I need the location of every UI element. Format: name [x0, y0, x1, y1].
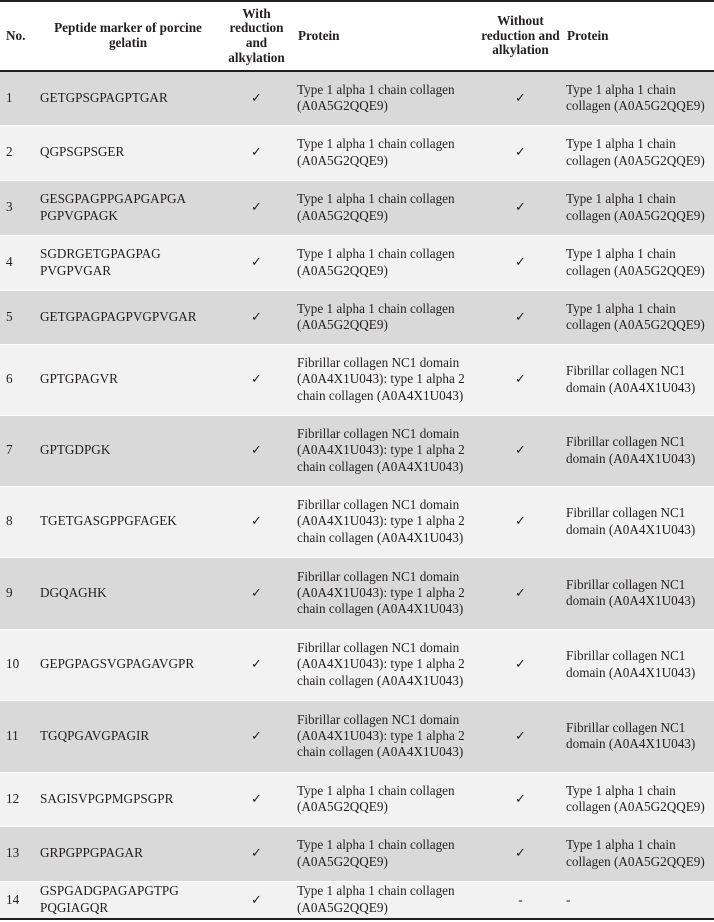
table-row — [0, 700, 714, 772]
protein-with-cell: Fibrillar collagen NC1 domain (A0A4X1U043): type 1 alpha 2 chain collagen (A0A4X1U043) — [294, 557, 478, 629]
with-reduction-check-cell: ✓ — [219, 486, 294, 557]
with-reduction-check-cell: ✓ — [219, 700, 294, 772]
with-reduction-check-cell: ✓ — [219, 826, 294, 881]
without-reduction-check-cell: ✓ — [478, 557, 563, 629]
header-no: No. — [0, 1, 37, 71]
protein-with-cell: Type 1 alpha 1 chain collagen (A0A5G2QQE9) — [294, 235, 478, 290]
row-number-cell: 8 — [0, 486, 37, 557]
peptide-cell: GETGPSGPAGPTGAR — [37, 71, 219, 125]
row-number-cell: 7 — [0, 415, 37, 486]
row-number-cell: 13 — [0, 826, 37, 881]
row-number-cell: 9 — [0, 557, 37, 629]
protein-with-cell: Type 1 alpha 1 chain collagen (A0A5G2QQE9) — [294, 71, 478, 125]
without-reduction-check-cell: ✓ — [478, 290, 563, 344]
header-with-reduction: With reduction and alkylation — [219, 1, 294, 71]
protein-without-cell: Fibrillar collagen NC1 domain (A0A4X1U043) — [563, 415, 714, 486]
row-number-cell: 5 — [0, 290, 37, 344]
table-row — [0, 180, 714, 235]
row-number-cell: 4 — [0, 235, 37, 290]
peptide-cell: GETGPAGPAGPVGPVGAR — [37, 290, 219, 344]
protein-with-cell: Type 1 alpha 1 chain collagen (A0A5G2QQE9) — [294, 290, 478, 344]
protein-with-cell: Fibrillar collagen NC1 domain (A0A4X1U043): type 1 alpha 2 chain collagen (A0A4X1U043) — [294, 486, 478, 557]
with-reduction-check-cell: ✓ — [219, 180, 294, 235]
protein-without-cell: Type 1 alpha 1 chain collagen (A0A5G2QQE9) — [563, 71, 714, 125]
header-peptide-marker: Peptide marker of porcine gelatin — [37, 1, 219, 71]
without-reduction-check-cell: ✓ — [478, 772, 563, 826]
with-reduction-check-cell: ✓ — [219, 125, 294, 180]
row-number-cell: 6 — [0, 344, 37, 415]
without-reduction-check-cell: ✓ — [478, 700, 563, 772]
peptide-cell: TGQPGAVGPAGIR — [37, 700, 219, 772]
row-number-cell: 10 — [0, 629, 37, 700]
protein-without-cell: Fibrillar collagen NC1 domain (A0A4X1U043) — [563, 700, 714, 772]
protein-without-cell: Fibrillar collagen NC1 domain (A0A4X1U043) — [563, 557, 714, 629]
protein-with-cell: Fibrillar collagen NC1 domain (A0A4X1U043): type 1 alpha 2 chain collagen (A0A4X1U043) — [294, 629, 478, 700]
protein-without-cell: Type 1 alpha 1 chain collagen (A0A5G2QQE9) — [563, 826, 714, 881]
peptide-cell: DGQAGHK — [37, 557, 219, 629]
peptide-cell: GESGPAGPPGAPGAPGA PGPVGPAGK — [37, 180, 219, 235]
with-reduction-check-cell: ✓ — [219, 344, 294, 415]
without-reduction-check-cell: - — [478, 881, 563, 919]
table-row — [0, 290, 714, 344]
protein-with-cell: Type 1 alpha 1 chain collagen (A0A5G2QQE9) — [294, 180, 478, 235]
table-row — [0, 235, 714, 290]
table-row — [0, 772, 714, 826]
table-row — [0, 557, 714, 629]
row-number-cell: 3 — [0, 180, 37, 235]
protein-with-cell: Fibrillar collagen NC1 domain (A0A4X1U043): type 1 alpha 2 chain collagen (A0A4X1U043) — [294, 415, 478, 486]
without-reduction-check-cell: ✓ — [478, 826, 563, 881]
without-reduction-check-cell: ✓ — [478, 344, 563, 415]
protein-without-cell: Type 1 alpha 1 chain collagen (A0A5G2QQE9) — [563, 235, 714, 290]
protein-with-cell: Type 1 alpha 1 chain collagen (A0A5G2QQE9) — [294, 881, 478, 919]
row-number-cell: 14 — [0, 881, 37, 919]
table-row — [0, 125, 714, 180]
protein-without-cell: Fibrillar collagen NC1 domain (A0A4X1U043) — [563, 629, 714, 700]
protein-without-cell: - — [563, 881, 714, 919]
protein-with-cell: Type 1 alpha 1 chain collagen (A0A5G2QQE9) — [294, 826, 478, 881]
without-reduction-check-cell: ✓ — [478, 629, 563, 700]
without-reduction-check-cell: ✓ — [478, 235, 563, 290]
table-row — [0, 415, 714, 486]
table-row — [0, 486, 714, 557]
protein-with-cell: Type 1 alpha 1 chain collagen (A0A5G2QQE9) — [294, 772, 478, 826]
protein-without-cell: Type 1 alpha 1 chain collagen (A0A5G2QQE9) — [563, 125, 714, 180]
row-number-cell: 2 — [0, 125, 37, 180]
header-protein-with: Protein — [294, 1, 478, 71]
without-reduction-check-cell: ✓ — [478, 125, 563, 180]
header-row — [0, 1, 714, 71]
with-reduction-check-cell: ✓ — [219, 235, 294, 290]
without-reduction-check-cell: ✓ — [478, 486, 563, 557]
protein-with-cell: Fibrillar collagen NC1 domain (A0A4X1U043): type 1 alpha 2 chain collagen (A0A4X1U043) — [294, 344, 478, 415]
peptide-cell: GPTGPAGVR — [37, 344, 219, 415]
peptide-cell: GEPGPAGSVGPAGAVGPR — [37, 629, 219, 700]
protein-without-cell: Type 1 alpha 1 chain collagen (A0A5G2QQE9) — [563, 290, 714, 344]
table-row — [0, 344, 714, 415]
table-row — [0, 881, 714, 919]
with-reduction-check-cell: ✓ — [219, 772, 294, 826]
with-reduction-check-cell: ✓ — [219, 71, 294, 125]
with-reduction-check-cell: ✓ — [219, 290, 294, 344]
row-number-cell: 12 — [0, 772, 37, 826]
peptide-cell: GSPGADGPAGAPGTPG PQGIAGQR — [37, 881, 219, 919]
without-reduction-check-cell: ✓ — [478, 415, 563, 486]
table-row — [0, 629, 714, 700]
protein-with-cell: Fibrillar collagen NC1 domain (A0A4X1U043): type 1 alpha 2 chain collagen (A0A4X1U043) — [294, 700, 478, 772]
with-reduction-check-cell: ✓ — [219, 881, 294, 919]
peptide-cell: SGDRGETGPAGPAG PVGPVGAR — [37, 235, 219, 290]
protein-with-cell: Type 1 alpha 1 chain collagen (A0A5G2QQE9) — [294, 125, 478, 180]
row-number-cell: 11 — [0, 700, 37, 772]
table-row — [0, 826, 714, 881]
peptide-cell: TGETGASGPPGFAGEK — [37, 486, 219, 557]
without-reduction-check-cell: ✓ — [478, 71, 563, 125]
peptide-cell: SAGISVPGPMGPSGPR — [37, 772, 219, 826]
header-protein-without: Protein — [563, 1, 714, 71]
table-row — [0, 71, 714, 125]
protein-without-cell: Type 1 alpha 1 chain collagen (A0A5G2QQE9) — [563, 772, 714, 826]
with-reduction-check-cell: ✓ — [219, 629, 294, 700]
protein-without-cell: Fibrillar collagen NC1 domain (A0A4X1U043) — [563, 344, 714, 415]
table-header — [0, 1, 714, 71]
peptide-cell: QGPSGPSGER — [37, 125, 219, 180]
protein-without-cell: Type 1 alpha 1 chain collagen (A0A5G2QQE9) — [563, 180, 714, 235]
with-reduction-check-cell: ✓ — [219, 557, 294, 629]
protein-without-cell: Fibrillar collagen NC1 domain (A0A4X1U043) — [563, 486, 714, 557]
table-body — [0, 71, 714, 919]
row-number-cell: 1 — [0, 71, 37, 125]
peptide-cell: GPTGDPGK — [37, 415, 219, 486]
peptide-cell: GRPGPPGPAGAR — [37, 826, 219, 881]
without-reduction-check-cell: ✓ — [478, 180, 563, 235]
with-reduction-check-cell: ✓ — [219, 415, 294, 486]
header-without-reduction: Without reduction and alkylation — [478, 1, 563, 71]
